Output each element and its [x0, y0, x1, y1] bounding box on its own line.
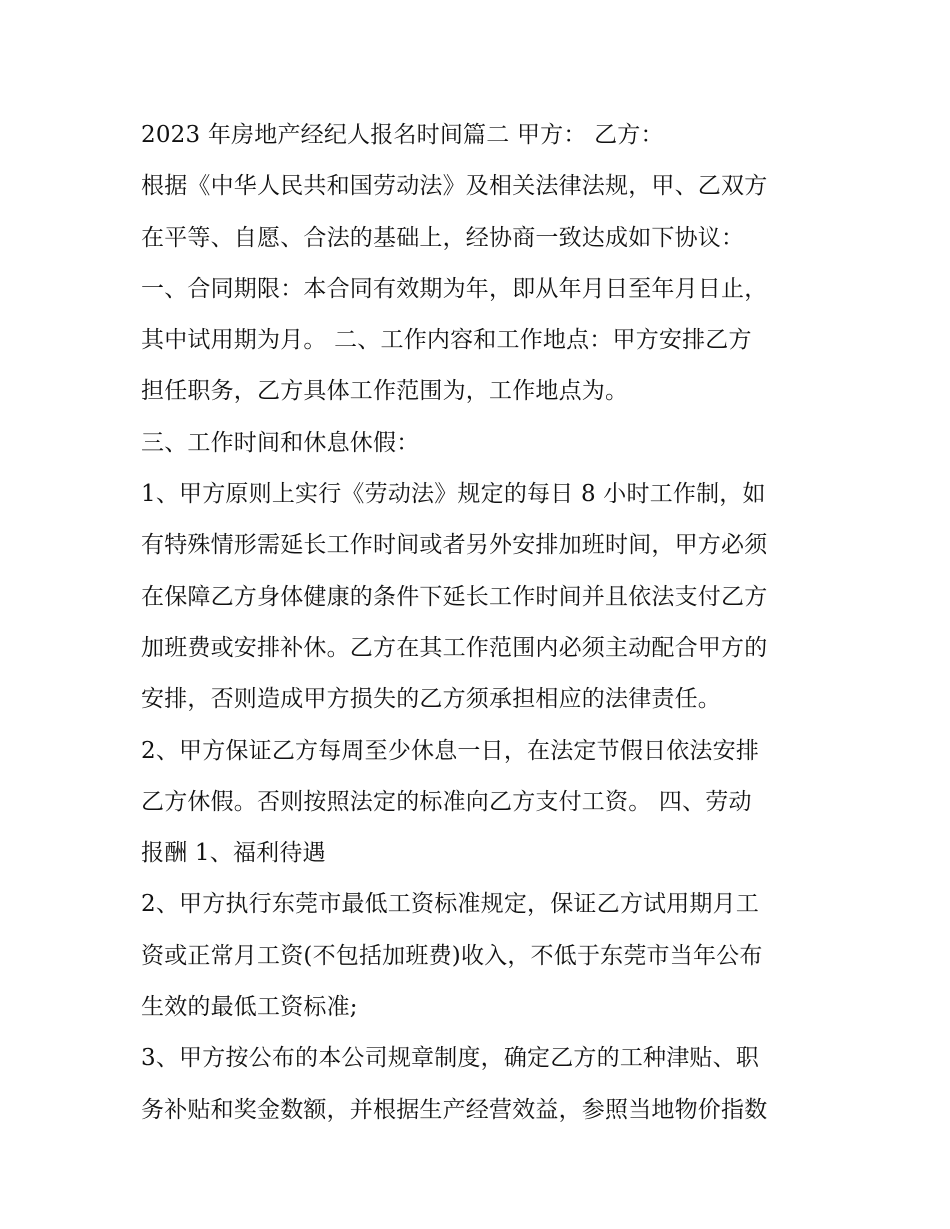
text-line: 根据《中华人民共和国劳动法》及相关法律法规，甲、乙双方 — [141, 173, 768, 200]
text-line: 三、工作时间和休息休假： — [141, 429, 420, 456]
text-line: 在平等、自愿、合法的基础上，经协商一致达成如下协议： — [141, 224, 745, 251]
text-line: 安排，否则造成甲方损失的乙方须承担相应的法律责任。 — [141, 686, 721, 713]
text-line: 2023 年房地产经纪人报名时间篇二 甲方： 乙方： — [141, 122, 664, 148]
text-line: 2、甲方保证乙方每周至少休息一日，在法定节假日依法安排 — [141, 737, 760, 764]
text-line: 一、合同期限：本合同有效期为年，即从年月日至年月日止， — [141, 275, 768, 302]
text-line: 在保障乙方身体健康的条件下延长工作时间并且依法支付乙方 — [141, 583, 768, 610]
text-line: 生效的最低工资标准; — [141, 994, 358, 1021]
text-line: 担任职务，乙方具体工作范围为，工作地点为。 — [141, 378, 629, 405]
text-line: 乙方休假。否则按照法定的标准向乙方支付工资。 四、劳动 — [141, 788, 752, 815]
text-line: 其中试用期为月。 二、工作内容和工作地点：甲方安排乙方 — [141, 327, 752, 354]
text-line: 3、甲方按公布的本公司规章制度，确定乙方的工种津贴、职 — [141, 1045, 760, 1072]
text-line: 2、甲方执行东莞市最低工资标准规定，保证乙方试用期月工 — [141, 891, 760, 918]
text-line: 1、甲方原则上实行《劳动法》规定的每日 8 小时工作制，如 — [141, 481, 766, 508]
text-line: 资或正常月工资(不包括加班费)收入，不低于东莞市当年公布 — [141, 942, 763, 969]
document-body — [141, 110, 821, 1136]
text-line: 务补贴和奖金数额，并根据生产经营效益，参照当地物价指数 — [141, 1096, 768, 1123]
text-line: 报酬 1、福利待遇 — [141, 840, 326, 867]
text-line: 有特殊情形需延长工作时间或者另外安排加班时间，甲方必须 — [141, 532, 768, 559]
text-line: 加班费或安排补休。乙方在其工作范围内必须主动配合甲方的 — [141, 634, 768, 661]
